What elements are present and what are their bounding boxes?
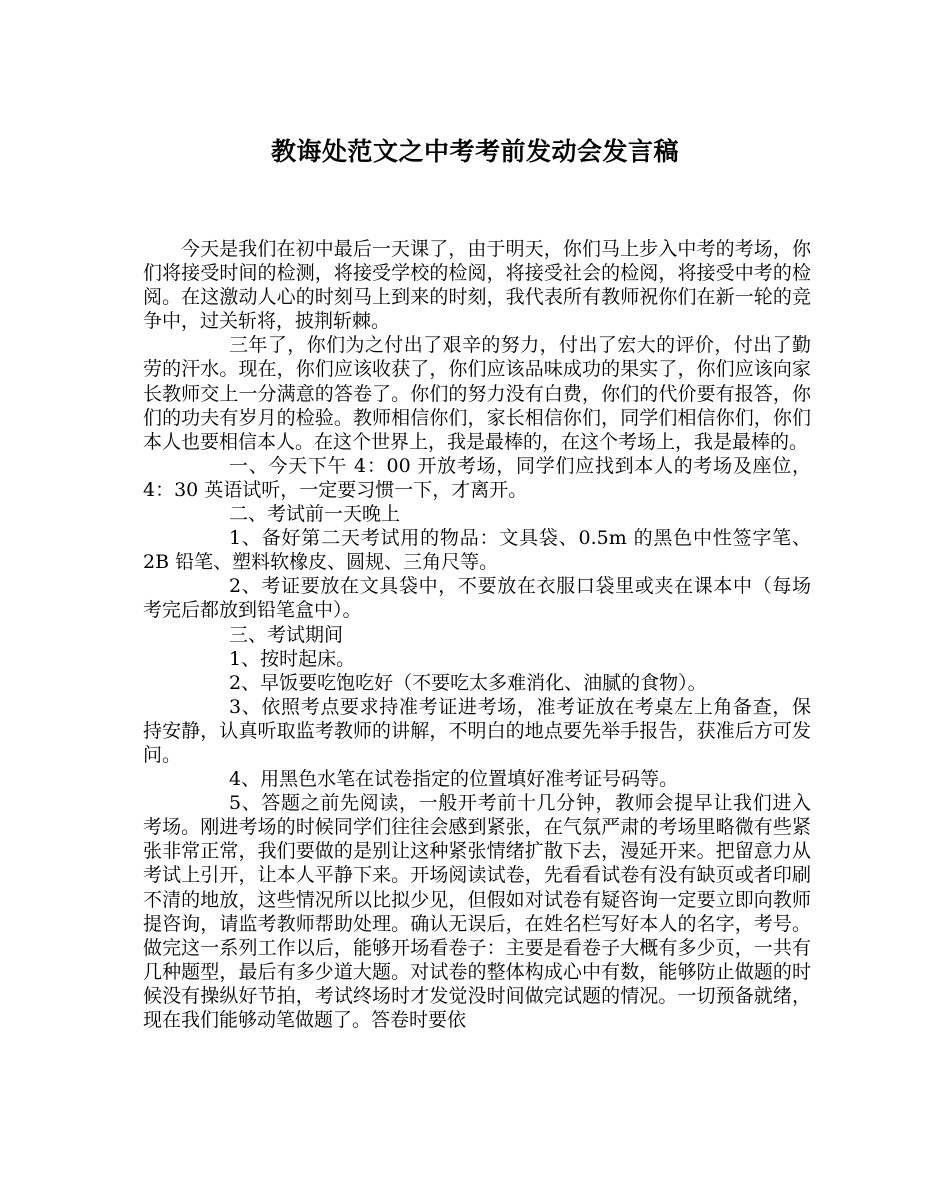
paragraph-section-2-heading: 二、考试前一天晚上: [229, 503, 401, 526]
paragraph-item-3-4: 4、用黑色水笔在试卷指定的位置填好准考证号码等。: [229, 768, 679, 791]
paragraph-item-3-1: 1、按时起床。: [229, 647, 356, 670]
paragraph-section-3-heading: 三、考试期间: [229, 623, 344, 646]
paragraph-item-2-2: 2、考证要放在文具袋中，不要放在衣服口袋里或夹在课本中（每场考完后都放到铅笔盒中）。: [143, 575, 811, 622]
paragraph-item-3-2: 2、早饭要吃饱吃好（不要吃太多难消化、油腻的食物）。: [229, 671, 707, 694]
paragraph-item-3-5: 5、答题之前先阅读，一般开考前十几分钟，教师会提早让我们进入考场。刚进考场的时候同学们往往会感到紧张，在气氛严肃的考场里略微有些紧张非常正常，我们要做的是别让这种紧张情绪扩散下去，漫延开来。把留意力从考试上引开，让本人平静下来。开场阅读试卷，先看看试卷有没有缺页或者印刷不清的地放，这些情况所以比拟少见，但假如对试卷有疑咨询一定要立即向教师提咨询，请监考教师帮助处理。确认无误后，在姓名栏写好本人的名字，考号。做完这一系列工作以后，能够开场看卷子：主要是看卷子大概有多少页，一共有几种题型，最后有多少道大题。对试卷的整体构成心中有数，能够防止做题的时候没有操纵好节拍，考试终场时才发觉没时间做完试题的情况。一切预备就绪，现在我们能够动笔做题了。答卷时要依: [143, 792, 811, 1031]
document-title: 教诲处范文之中考考前发动会发言稿: [270, 137, 679, 166]
paragraph-section-1: 一、今天下午 4：00 开放考场，同学们应找到本人的考场及座位，4：30 英语试听，一定要习惯一下，才离开。: [143, 454, 811, 501]
paragraph-item-3-3: 3、依照考点要求持准考证进考场，准考证放在考桌左上角备查，保持安静，认真听取监考教师的讲解，不明白的地点要先举手报告，获准后方可发问。: [143, 695, 811, 766]
paragraph-three-years: 三年了，你们为之付出了艰辛的努力，付出了宏大的评价，付出了勤劳的汗水。现在，你们应该收获了，你们应该品味成功的果实了，你们应该向家长教师交上一分满意的答卷了。你们的努力没有白费，你们的代价要有报答，你们的功夫有岁月的检验。教师相信你们，家长相信你们，同学们相信你们，你们本人也要相信本人。在这个世界上，我是最棒的，在这个考场上，我是最棒的。: [143, 334, 811, 453]
paragraph-intro: 今天是我们在初中最后一天课了，由于明天，你们马上步入中考的考场，你们将接受时间的检测，将接受学校的检阅，将接受社会的检阅，将接受中考的检阅。在这激动人心的时刻马上到来的时刻，我代表所有教师祝你们在新一轮的竞争中，过关斩将，披荆斩棘。: [143, 238, 811, 333]
document-body: [143, 237, 811, 1032]
paragraph-item-2-1: 1、备好第二天考试用的物品：文具袋、0.5m 的黑色中性签字笔、2B 铅笔、塑料软橡皮、圆规、三角尺等。: [143, 527, 811, 574]
